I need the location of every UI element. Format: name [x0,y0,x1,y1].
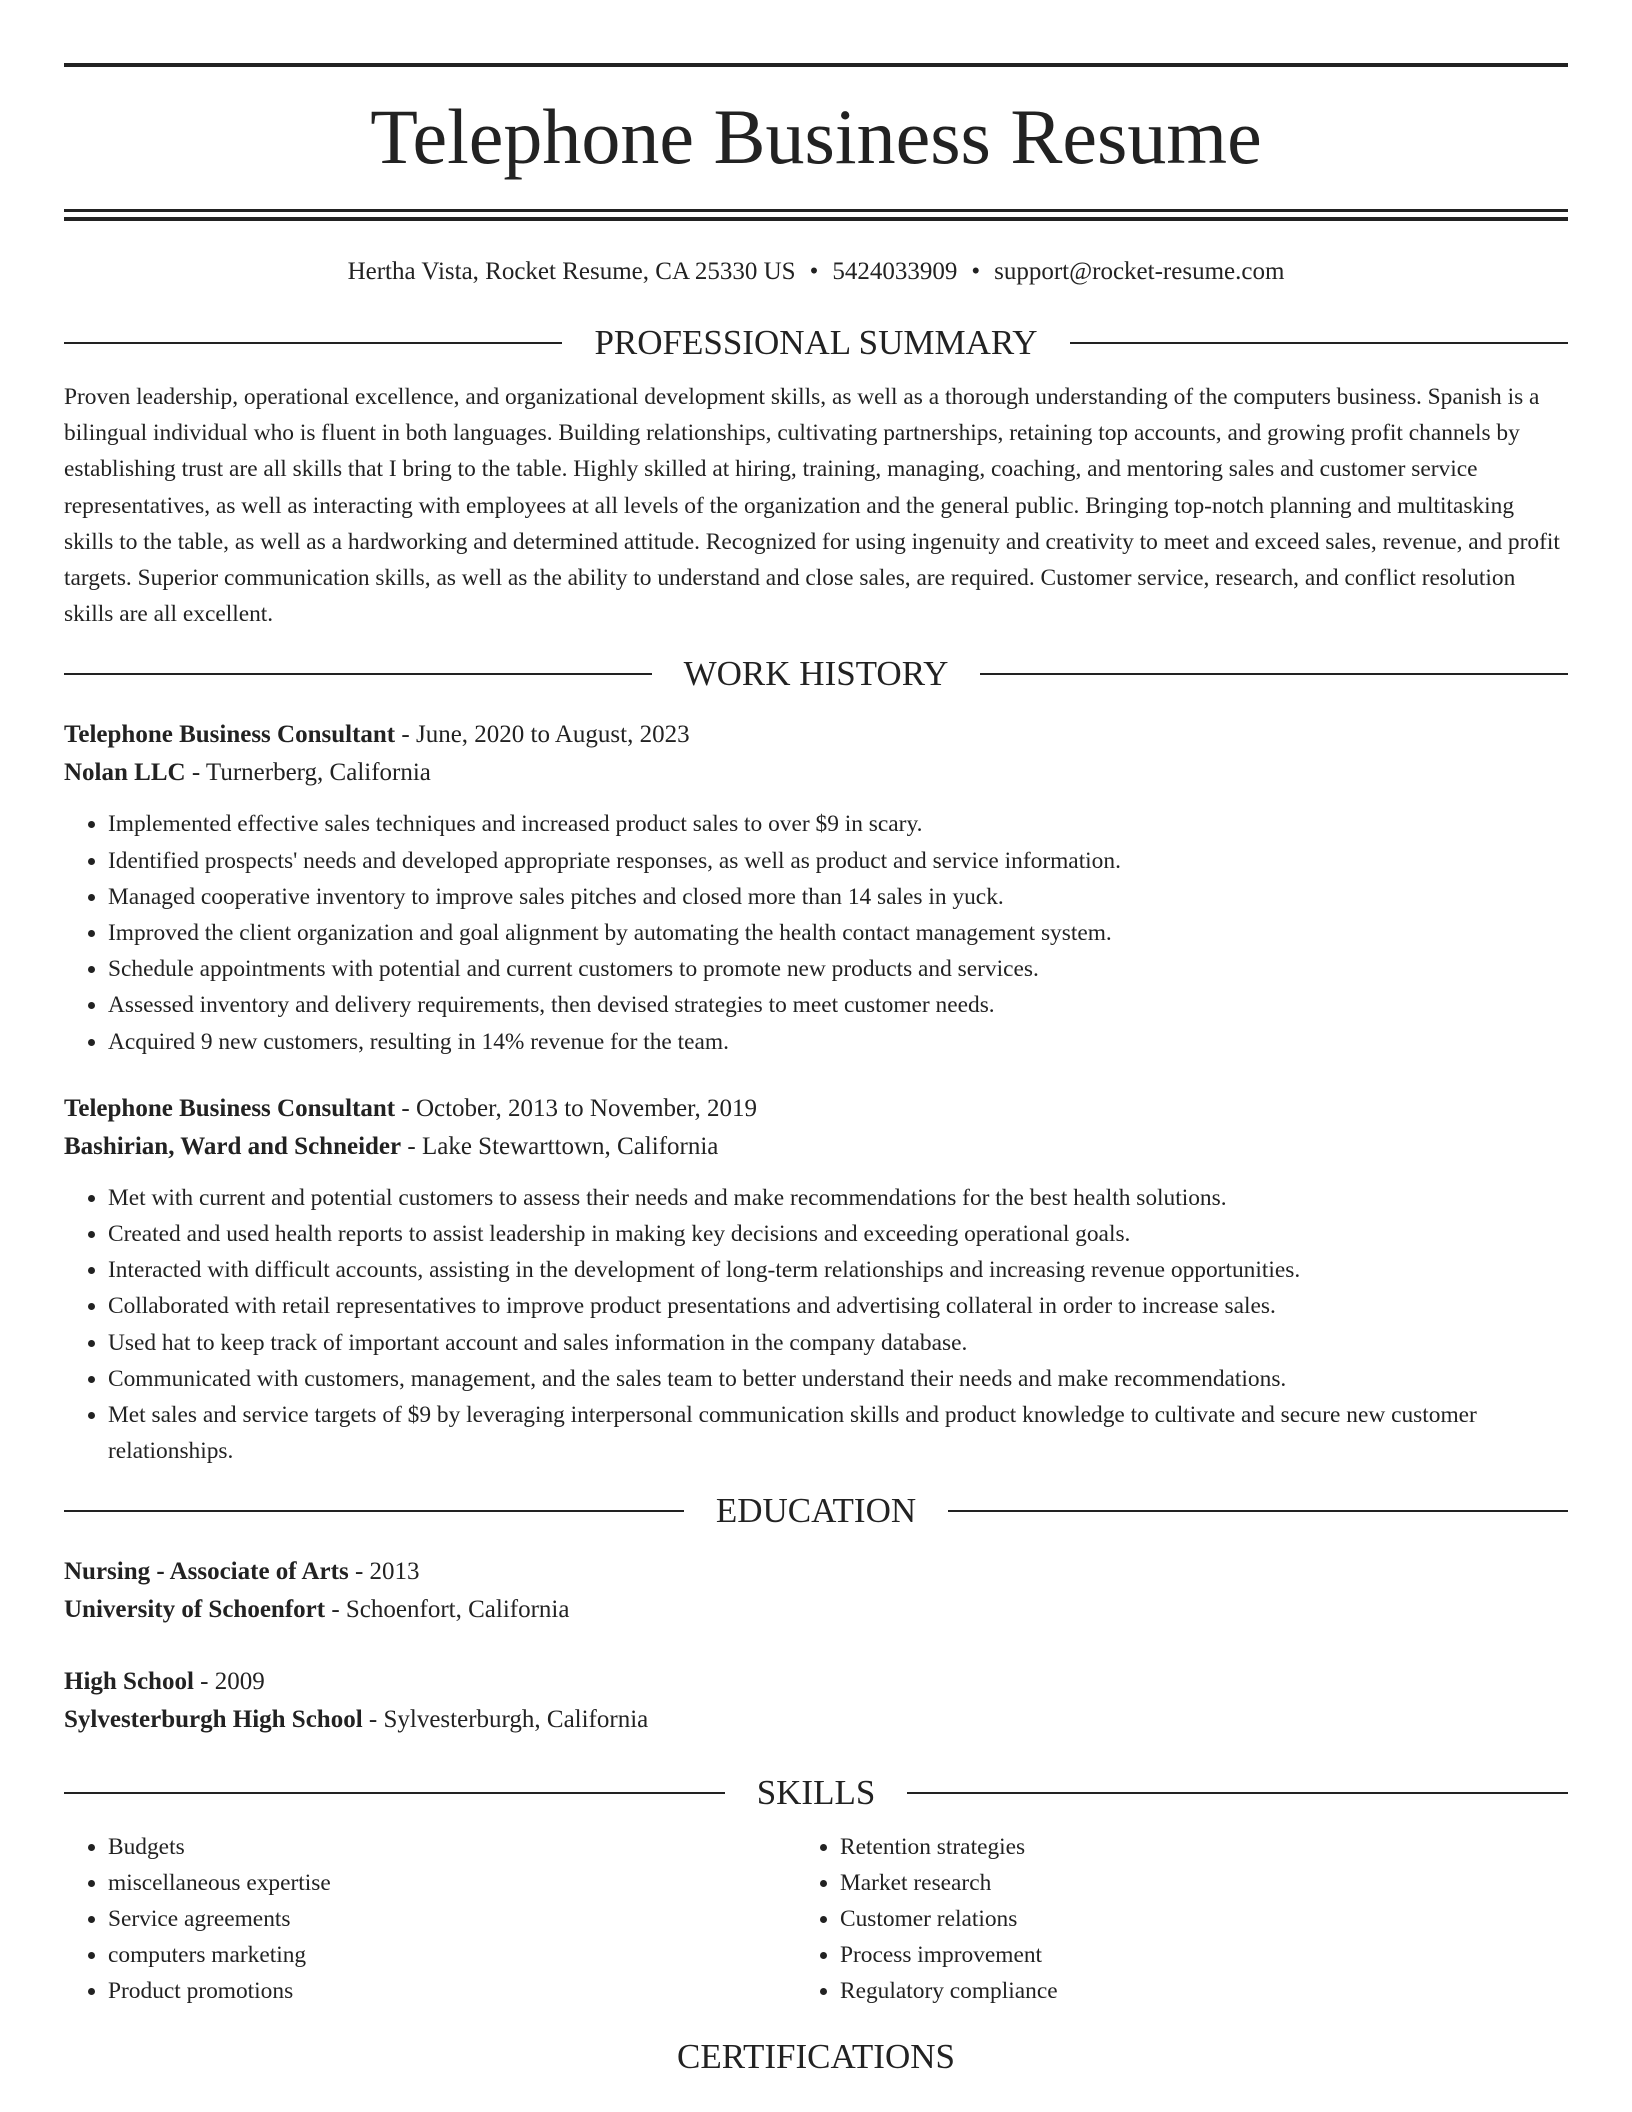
job-dates: - October, 2013 to November, 2019 [395,1094,757,1122]
summary-text: Proven leadership, operational excellence, and organizational development skills, as well as a thorough understanding of the computers business. Spanish is a bilingual individual who is fluent in both languages. Building relationships, cultivating partnerships, retaining top accounts, and growing profit channels by establishing trust are all skills that I bring to the table. Highly skilled at hiring, training, managing, coaching, and mentoring sales and customer service representatives, as well as interacting with employees at all levels of the organization and the general public. Bringing top-notch planning and multitasking skills to the table, as well as a hardworking and determined attitude. Recognized for using ingenuity and creativity to meet and exceed sales, revenue, and profit targets. Superior communication skills, as well as the ability to understand and close sales, are required. Customer service, research, and conflict resolution skills are all excellent. [64,384,1560,628]
job-bullet: • Communicated with customers, management, and the sales team to better understand their needs and make recommendations. [108,1361,1568,1397]
job-location: - Turnerberg, California [185,759,431,787]
resume-page [64,0,1568,2077]
job-bullet: • Met with current and potential customers to assess their needs and make recommendations for the best health solutions. [108,1180,1568,1216]
job-company-line [64,754,1568,792]
education-location: - Schoenfort, California [325,1596,570,1624]
skill-item: • Product promotions [108,1973,762,2009]
work-section-heading [64,654,1568,694]
summary-section-heading [64,323,1568,363]
education-year: - 2009 [193,1668,265,1696]
skill-item: • miscellaneous expertise [108,1865,762,1901]
certifications-heading-label: CERTIFICATIONS [677,2037,955,2077]
education-degree: Nursing - Associate of Arts [64,1558,349,1586]
certifications-section-heading [64,2037,1568,2077]
job-bullet: • Used hat to keep track of important account and sales information in the company database. [108,1325,1568,1361]
contact-line [64,257,1568,287]
education-section-heading [64,1491,1568,1531]
job-bullet: • Improved the client organization and goal alignment by automating the health contact management system. [108,915,1568,951]
education-degree-line [64,1553,1568,1591]
job-company: Bashirian, Ward and Schneider [64,1132,402,1160]
education-entry [64,1663,1568,1739]
job-location: - Lake Stewarttown, California [401,1132,719,1160]
skill-item: • Retention strategies [840,1829,1568,1865]
job-bullet: • Implemented effective sales techniques and increased product sales to over $9 in scary. [108,806,1568,842]
contact-email: support@rocket-resume.com [994,258,1285,285]
job-bullet: • Acquired 9 new customers, resulting in 14% revenue for the team. [108,1024,1568,1060]
job-company-line [64,1128,1568,1166]
skill-item: • Regulatory compliance [840,1973,1568,2009]
job-title-line [64,716,1568,754]
skill-item: • Service agreements [108,1901,762,1937]
job-entry [64,1090,1568,1470]
skills-columns [64,1829,1568,2009]
job-title-line [64,1090,1568,1128]
summary-heading-label: PROFESSIONAL SUMMARY [594,323,1038,362]
job-title: Telephone Business Consultant [64,1094,396,1122]
job-company: Nolan LLC [64,759,186,787]
title-top-rule [64,63,1568,67]
job-title: Telephone Business Consultant [64,721,396,749]
education-entry [64,1553,1568,1629]
education-degree-line [64,1663,1568,1701]
job-bullet: • Schedule appointments with potential and current customers to promote new products and services. [108,951,1568,987]
skills-section-heading [64,1773,1568,1813]
heading-rule [64,1792,725,1794]
skill-item: • Budgets [108,1829,762,1865]
contact-phone: 5424033909 [832,258,958,285]
education-school-line [64,1701,1568,1739]
heading-rule [64,342,562,344]
heading-rule [64,673,652,675]
job-entry [64,716,1568,1059]
title-bottom-rule-second [64,217,1568,221]
skill-item: • computers marketing [108,1937,762,1973]
heading-rule [980,673,1568,675]
education-year: - 2013 [348,1558,420,1586]
skills-heading-label: SKILLS [756,1773,876,1813]
skill-item: • Process improvement [840,1937,1568,1973]
job-bullet: • Met sales and service targets of $9 by leveraging interpersonal communication skills and product knowledge to cultivate and secure new customer relationships. [108,1397,1568,1469]
skills-list-left [64,1829,762,2009]
job-bullet: • Assessed inventory and delivery requirements, then devised strategies to meet customer needs. [108,987,1568,1023]
title-bottom-rule [64,209,1568,212]
job-bullet-list [64,1180,1568,1470]
work-heading-label: WORK HISTORY [683,654,949,694]
education-school-line [64,1591,1568,1629]
skill-item: • Market research [840,1865,1568,1901]
education-school: Sylvesterburgh High School [64,1706,363,1734]
skill-item: • Customer relations [840,1901,1568,1937]
job-bullet: • Created and used health reports to assist leadership in making key decisions and exceeding operational goals. [108,1216,1568,1252]
heading-rule [907,1792,1568,1794]
job-bullet: • Interacted with difficult accounts, assisting in the development of long-term relationships and increasing revenue opportunities. [108,1252,1568,1288]
job-bullet: • Managed cooperative inventory to improve sales pitches and closed more than 14 sales in yuck. [108,879,1568,915]
education-heading-label: EDUCATION [715,1491,917,1531]
job-dates: - June, 2020 to August, 2023 [395,721,690,749]
contact-separator: • [809,258,819,285]
heading-rule [948,1510,1568,1512]
job-bullet-list [64,806,1568,1059]
heading-rule [1070,342,1568,344]
resume-title: Telephone Business Resume [370,93,1262,180]
skills-list-right [762,1829,1568,2009]
heading-rule [64,1510,684,1512]
education-school: University of Schoenfort [64,1596,326,1624]
contact-address: Hertha Vista, Rocket Resume, CA 25330 US [347,258,796,285]
education-location: - Sylvesterburgh, California [362,1706,649,1734]
job-bullet: • Identified prospects' needs and developed appropriate responses, as well as product and service information. [108,843,1568,879]
job-bullet: • Collaborated with retail representatives to improve product presentations and advertising collateral in order to increase sales. [108,1288,1568,1324]
education-degree: High School [64,1668,194,1696]
contact-separator: • [971,258,981,285]
